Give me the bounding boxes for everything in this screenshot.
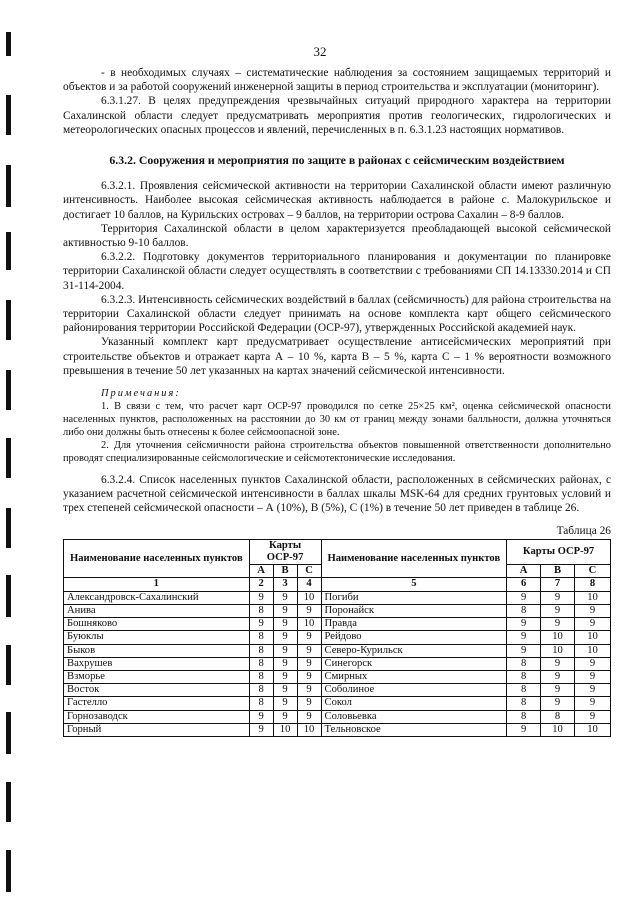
settlement-name: Сокол <box>321 697 507 710</box>
settlement-name: Смирных <box>321 670 507 683</box>
intensity-value: 8 <box>249 670 273 683</box>
column-number: 7 <box>541 578 575 591</box>
intensity-value: 9 <box>507 631 541 644</box>
intensity-value: 9 <box>575 710 611 723</box>
header-name-right: Наименование населенных пунктов <box>321 539 507 578</box>
paragraph: Указанный комплект карт предусматривает осуществление антисейсмических мероприятий при строительстве объектов и отражает карта А – 10 %, карта В – 5 %, карта С – 1 % вероятности возможного превышения в течение 50 лет указанных на картах значений сейсмической интенсивности. <box>63 336 611 377</box>
intensity-value: 8 <box>541 710 575 723</box>
paragraph: 6.3.2.3. Интенсивность сейсмических воздействий в баллах (сейсмичность) для района строительства на территории Сахалинской области следует принимать на основе комплекта карт общего сейсмического районирования территории Российской Федерации (ОСР-97), утвержденных Российской академией наук. <box>63 293 611 335</box>
settlement-name: Погиби <box>321 591 507 604</box>
intensity-value: 9 <box>507 644 541 657</box>
intensity-value: 9 <box>575 684 611 697</box>
intensity-value: 10 <box>575 723 611 736</box>
intensity-value: 9 <box>249 618 273 631</box>
intensity-value: 10 <box>575 591 611 604</box>
intensity-value: 9 <box>507 591 541 604</box>
intensity-value: 9 <box>541 604 575 617</box>
column-number: 2 <box>249 578 273 591</box>
intensity-value: 9 <box>575 604 611 617</box>
binding-mark <box>6 300 11 340</box>
intensity-value: 8 <box>507 710 541 723</box>
intensity-value: 8 <box>507 684 541 697</box>
intensity-value: 9 <box>507 723 541 736</box>
binding-mark <box>6 575 11 617</box>
table-body <box>64 591 611 736</box>
intensity-value: 9 <box>541 657 575 670</box>
intensity-value: 9 <box>273 604 297 617</box>
intensity-value: 9 <box>297 631 321 644</box>
column-number: 1 <box>64 578 250 591</box>
subheader-a: А <box>249 565 273 578</box>
intensity-value: 9 <box>541 670 575 683</box>
column-number: 8 <box>575 578 611 591</box>
settlement-name: Буюклы <box>64 631 250 644</box>
intensity-value: 9 <box>273 684 297 697</box>
table-row <box>64 631 611 644</box>
intensity-value: 9 <box>507 618 541 631</box>
settlement-name: Правда <box>321 618 507 631</box>
intensity-value: 8 <box>507 697 541 710</box>
settlement-name: Рейдово <box>321 631 507 644</box>
column-number: 6 <box>507 578 541 591</box>
settlement-name: Тельновское <box>321 723 507 736</box>
intensity-value: 10 <box>575 644 611 657</box>
binding-mark <box>6 438 11 478</box>
table-row <box>64 697 611 710</box>
intensity-value: 9 <box>273 697 297 710</box>
subheader-c: С <box>297 565 321 578</box>
intensity-value: 10 <box>541 644 575 657</box>
settlement-name: Поронайск <box>321 604 507 617</box>
intensity-value: 9 <box>541 684 575 697</box>
settlement-name: Вахрушев <box>64 657 250 670</box>
binding-mark <box>6 232 11 270</box>
intensity-value: 9 <box>575 618 611 631</box>
binding-mark <box>6 850 11 892</box>
intensity-value: 9 <box>575 670 611 683</box>
column-number: 4 <box>297 578 321 591</box>
intensity-value: 9 <box>273 618 297 631</box>
intensity-value: 8 <box>249 631 273 644</box>
table-row <box>64 644 611 657</box>
intensity-value: 9 <box>273 710 297 723</box>
paragraph: - в необходимых случаях – систематические наблюдения за состоянием защищаемых территорий и объектов и за работой сооружений инженерной защиты в период строительства и эксплуатации (мониторинг). <box>63 67 611 94</box>
settlement-name: Бошняково <box>64 618 250 631</box>
header-name-left: Наименование населенных пунктов <box>64 539 250 578</box>
intensity-value: 10 <box>541 631 575 644</box>
intensity-value: 9 <box>297 644 321 657</box>
intensity-value: 10 <box>273 723 297 736</box>
notes-block <box>63 387 611 465</box>
intensity-value: 8 <box>507 670 541 683</box>
paragraph: 6.3.2.1. Проявления сейсмической активности на территории Сахалинской области имеют различную интенсивность. Наиболее высокая сейсмическая активность наблюдается в районе с. Малокурильское и достигает 10 баллов, на Курильских островах – 9 баллов, на территории острова Сахалин – 8-9 баллов. <box>63 180 611 221</box>
binding-mark <box>6 782 11 822</box>
table-row <box>64 723 611 736</box>
table-row <box>64 710 611 723</box>
paragraph: 6.3.2.4. Список населенных пунктов Сахалинской области, расположенных в сейсмических районах, с указанием расчетной сейсмической интенсивности в баллах шкалы MSK-64 для средних грунтовых условий и трех степеней сейсмической опасности – А (10%), В (5%), С (1%) в течение 50 лет приведен в таблице 26. <box>63 474 611 515</box>
settlement-name: Быков <box>64 644 250 657</box>
note-item: 2. Для уточнения сейсмичности района строительства объектов повышенной ответственности дополнительно проводят специализированные сейсмологические и сейсмотектонические исследования. <box>63 440 611 465</box>
intensity-value: 9 <box>297 657 321 670</box>
settlement-name: Анива <box>64 604 250 617</box>
settlement-name: Синегорск <box>321 657 507 670</box>
column-number: 3 <box>273 578 297 591</box>
header-maps-right: Карты ОСР-97 <box>507 539 611 564</box>
page-number: 32 <box>313 44 327 59</box>
intensity-value: 10 <box>297 591 321 604</box>
subheader-a: А <box>507 565 541 578</box>
note-item: 1. В связи с тем, что расчет карт ОСР-97 проводился по сетке 25×25 км², оценка сейсмической опасности населенных пунктов, расположенных на расстоянии до 30 км от границ между зонами балльности, должна уточняться либо они должны быть отнесены к более сейсмоопасной зоне. <box>63 401 611 439</box>
table-caption: Таблица 26 <box>556 524 611 537</box>
intensity-value: 8 <box>249 644 273 657</box>
paragraph: Территория Сахалинской области в целом характеризуется преобладающей высокой сейсмической активностью 9-10 баллов. <box>63 222 611 250</box>
table-row <box>64 670 611 683</box>
subheader-b: В <box>273 565 297 578</box>
intensity-value: 9 <box>541 618 575 631</box>
settlement-name: Соболиное <box>321 684 507 697</box>
intensity-value: 10 <box>297 618 321 631</box>
intensity-value: 9 <box>575 657 611 670</box>
notes-title: Примечания: <box>101 388 181 400</box>
intensity-value: 9 <box>273 591 297 604</box>
intensity-value: 9 <box>541 697 575 710</box>
subheader-b: В <box>541 565 575 578</box>
intensity-value: 9 <box>297 604 321 617</box>
subheader-c: С <box>575 565 611 578</box>
intensity-value: 9 <box>575 697 611 710</box>
intensity-value: 9 <box>273 631 297 644</box>
column-number: 5 <box>321 578 507 591</box>
intensity-value: 10 <box>541 723 575 736</box>
intensity-value: 9 <box>297 710 321 723</box>
binding-mark <box>6 508 11 548</box>
section-heading: 6.3.2. Сооружения и мероприятия по защите в районах с сейсмическим воздействием <box>109 153 565 168</box>
settlement-name: Гастелло <box>64 697 250 710</box>
settlement-name: Взморье <box>64 670 250 683</box>
table-row <box>64 604 611 617</box>
document-body <box>63 66 611 737</box>
intensity-value: 9 <box>249 723 273 736</box>
table-row <box>64 618 611 631</box>
intensity-value: 8 <box>249 684 273 697</box>
intensity-value: 9 <box>273 670 297 683</box>
table-row <box>64 657 611 670</box>
intensity-value: 10 <box>575 631 611 644</box>
paragraph: 6.3.1.27. В целях предупреждения чрезвычайных ситуаций природного характера на территории Сахалинской области следует предусматривать мероприятия против геологических, гидрологических и метеорологических опасных процессов и явлений, перечисленных в п. 6.3.1.23 настоящих нормативов. <box>63 95 611 136</box>
intensity-value: 9 <box>273 657 297 670</box>
paragraph: 6.3.2.2. Подготовку документов территориального планирования и документации по планировке территории Сахалинской области следует осуществлять в соответствии с требованиями СП 14.13330.2014 и СП 31-114-2004. <box>63 251 611 292</box>
settlement-name: Александровск-Сахалинский <box>64 591 250 604</box>
settlement-name: Соловьевка <box>321 710 507 723</box>
settlement-name: Северо-Курильск <box>321 644 507 657</box>
binding-mark <box>6 95 11 135</box>
intensity-value: 8 <box>507 604 541 617</box>
intensity-value: 8 <box>249 697 273 710</box>
binding-mark <box>6 370 11 410</box>
intensity-value: 10 <box>297 723 321 736</box>
settlement-name: Восток <box>64 684 250 697</box>
intensity-value: 9 <box>297 697 321 710</box>
header-maps-left: Карты ОСР-97 <box>249 539 321 564</box>
settlement-name: Горнозаводск <box>64 710 250 723</box>
settlement-name: Горный <box>64 723 250 736</box>
intensity-value: 8 <box>249 657 273 670</box>
intensity-value: 9 <box>249 591 273 604</box>
intensity-value: 9 <box>249 710 273 723</box>
binding-mark <box>6 712 11 754</box>
seismic-table <box>63 539 611 737</box>
table-row <box>64 684 611 697</box>
intensity-value: 9 <box>541 591 575 604</box>
intensity-value: 9 <box>297 684 321 697</box>
intensity-value: 9 <box>273 644 297 657</box>
binding-mark <box>6 165 11 207</box>
binding-mark <box>6 645 11 685</box>
intensity-value: 8 <box>249 604 273 617</box>
intensity-value: 8 <box>507 657 541 670</box>
intensity-value: 9 <box>297 670 321 683</box>
table-row <box>64 591 611 604</box>
